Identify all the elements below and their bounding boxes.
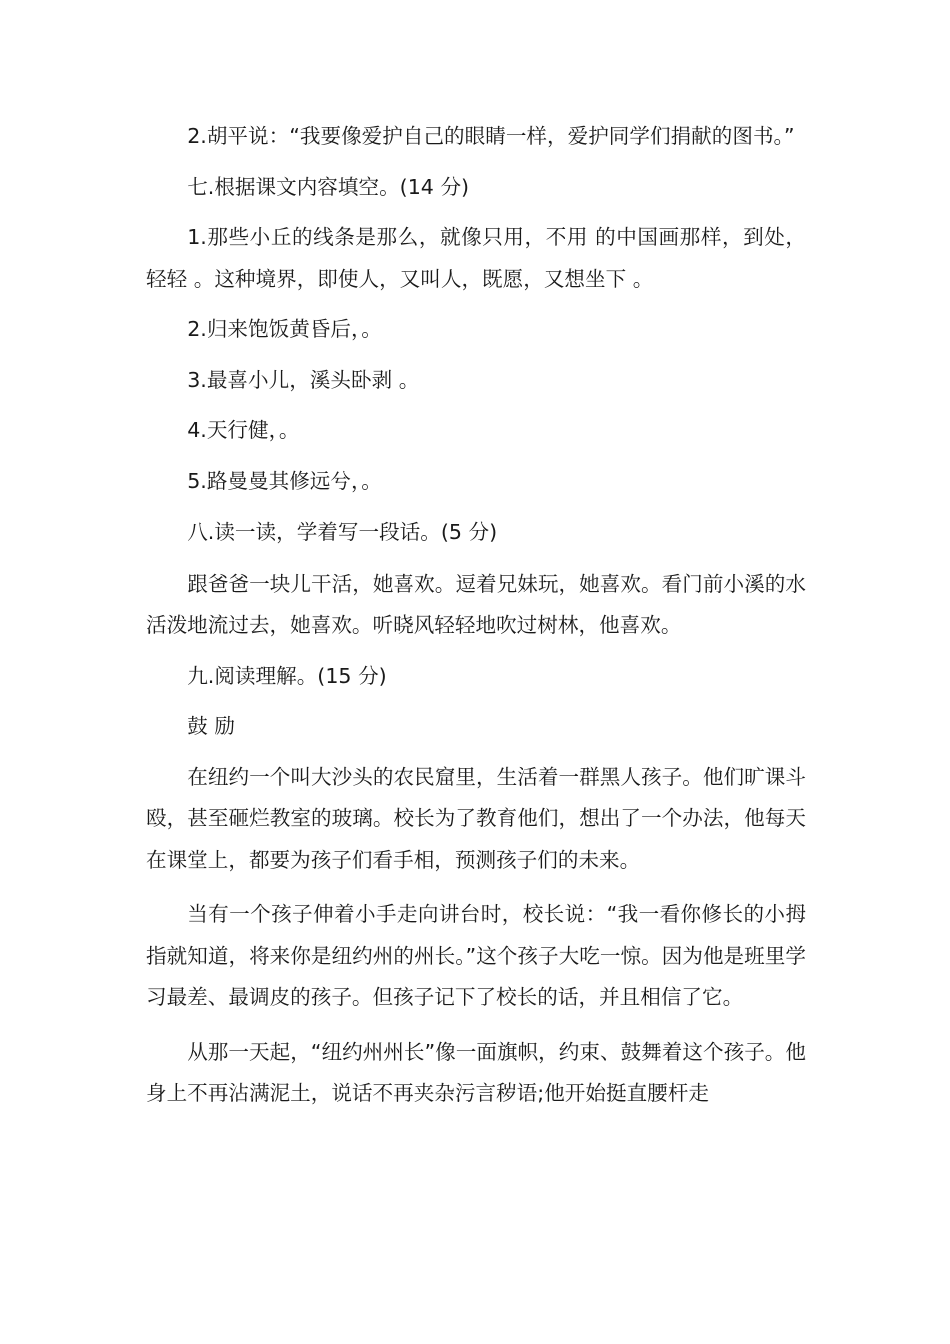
- section-heading-9: 九.阅读理解。(15 分): [187, 663, 387, 688]
- writing-sample-paragraph: 跟爸爸一块儿干活，她喜欢。逗着兄妹玩，她喜欢。看门前小溪的水活泼地流过去，她喜欢。听晓风轻轻地吹过树林，他喜欢。: [146, 571, 806, 637]
- section-heading-8: 八.读一读，学着写一段话。(5 分): [187, 520, 498, 544]
- fill-blank-item-1: 1.那些小丘的线条是那么，就像只用，不用 的中国画那样，到处，轻轻 。这种境界，即使人，又叫人，既愿，又想坐下 。: [146, 225, 806, 291]
- article-paragraph-1: 在纽约一个叫大沙头的农民窟里，生活着一群黑人孩子。他们旷课斗殴，甚至砸烂教室的玻璃。校长为了教育他们，想出了一个办法，他每天在课堂上，都要为孩子们看手相，预测孩子们的未来。: [146, 764, 806, 872]
- article-paragraph-3: 从那一天起，“纽约州州长”像一面旗帜，约束、鼓舞着这个孩子。他身上不再沾满泥土，说话不再夹杂污言秽语;他开始挺直腰杆走: [146, 1039, 806, 1105]
- fill-blank-item-5: 5.路曼曼其修远兮，。: [187, 468, 382, 493]
- fill-blank-item-4: 4.天行健，。: [187, 418, 300, 442]
- section-heading-7: 七.根据课文内容填空。(14 分): [187, 174, 470, 199]
- article-paragraph-2: 当有一个孩子伸着小手走向讲台时，校长说：“我一看你修长的小拇指就知道，将来你是纽约州的州长。”这个孩子大吃一惊。因为他是班里学习最差、最调皮的孩子。但孩子记下了校长的话，并且相信了它。: [146, 902, 806, 1009]
- article-title: 鼓 励: [187, 714, 235, 738]
- fill-blank-item-3: 3.最喜小儿，溪头卧剥 。: [187, 367, 420, 392]
- paragraph-huping-quote: 2.胡平说：“我要像爱护自己的眼睛一样，爱护同学们捐献的图书。”: [187, 124, 795, 148]
- fill-blank-item-2: 2.归来饱饭黄昏后，。: [187, 317, 382, 341]
- document-page: [146, 116, 806, 1115]
